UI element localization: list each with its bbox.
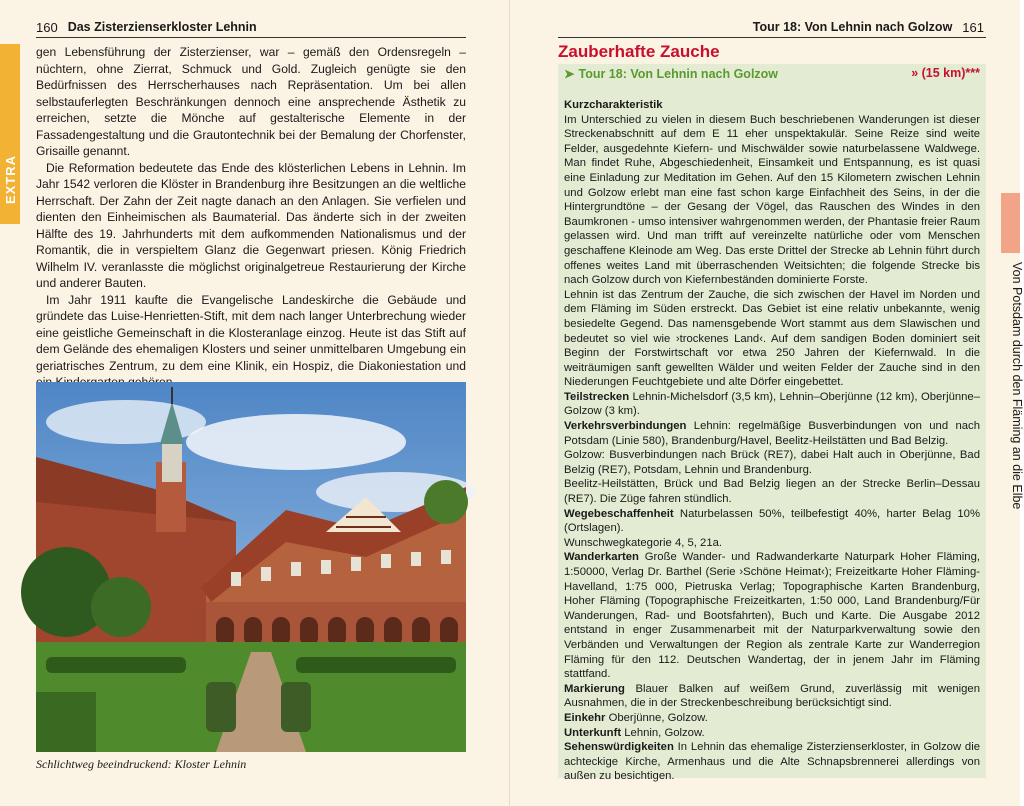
kurz-paragraph-2: Lehnin ist das Zentrum der Zauche, die sich zwischen der Havel im Norden und dem Fläming im Süden erstreckt. Das Gebiet ist eine relativ unbekannte, wenig besiedelte Gegend. Das namensgebende Wort stammt aus dem Slawischen und bedeutet so viel wie ›trockenes Land‹. Auf dem sandigen Boden dominiert seit Beginn der Forstwirtschaft vor etwa 250 Jahren der Kiefernwald. In die weiträumigen sanft gewellten Wälder und weiten Felder der Zauche sind in den Niederungen Feuchtgebiete und alte Dörfer eingebettet. — [564, 288, 980, 389]
mark-label: Markierung — [564, 682, 625, 695]
kloster-photo — [36, 382, 466, 752]
teil-text: Lehnin-Michelsdorf (3,5 km), Lehnin–Oberjünne (12 km), Oberjünne–Golzow (3 km). — [564, 390, 980, 418]
verkehr — [564, 419, 980, 448]
sehens — [564, 740, 980, 784]
tour-info-box — [558, 64, 986, 783]
left-page-number: 160 — [36, 20, 58, 35]
tour-distance: » (15 km)*** — [911, 66, 980, 80]
left-paragraph: Die Reformation bedeutete das Ende des klösterlichen Lebens in Lehnin. Im Jahr 1542 verloren die Klöster in Brandenburg ihre Besitzungen an die weltliche Herrschaft. Der Zahn der Zeit nagte danach an den Anlagen. Sie verfielen und dienten den Einheimischen als Baumaterial. Das änderte sich in der zweiten Hälfte des 19. Jahrhunderts mit dem aufkommenden Nationalismus und der Romantik, die in verspieltem Glanz die Gegenwart priesen. König Friedrich Wilhelm IV. veranlasste die möglichst originalgetreue Restaurierung der Kirche und anderer Bauten. — [36, 160, 466, 290]
tour-label: Tour 18: Von Lehnin nach Golzow — [578, 67, 779, 81]
kloster-illustration — [36, 382, 466, 752]
unterkunft — [564, 726, 980, 741]
verk-label: Verkehrsverbindungen — [564, 420, 687, 433]
tour-box-text — [558, 86, 986, 784]
sehens-label: Sehenswürdigkeiten — [564, 741, 674, 754]
extra-label: EXTRA — [3, 154, 18, 204]
unter-text: Lehnin, Golzow. — [621, 726, 705, 739]
left-head-rule — [36, 37, 466, 38]
right-head-title: Tour 18: Von Lehnin nach Golzow — [752, 20, 953, 34]
photo-caption: Schlichtweg beeindruckend: Kloster Lehnin — [36, 757, 247, 771]
karten-text: Große Wander- und Radwanderkarte Naturpark Hoher Fläming, 1:50000, Verlag Dr. Barthel (Serie ›Schöne Heimat‹); Freizeitkarte Hoher Fläming-Havelland, 1:75 000, Pietruska Verlag; Topographische Karten Brandenburg, Hoher Fläming (Topographische Freizeitkarten, 1:50 000, Land Brandenburg/Für Wanderungen, Rad- und Bootsfahrten), Buch und Karte. Die Ausgabe 2012 entstand in enger Zusammenarbeit mit der Naturparkverwaltung sowie den Verbänden und Verwaltungen der Region als zentrale Karte zur Wanderregion Fläming für den 112. Deutschen Wandertag, der in jenem Jahr im Fläming stattfand. — [564, 551, 980, 681]
verk-text-3: Beelitz-Heilstätten, Brück und Bad Belzig liegen an der Strecke Berlin–Dessau (RE7). Die Züge fahren stündlich. — [564, 478, 980, 506]
wege-text: Naturbelassen 50%, teilbefestigt 40%, harter Belag 10% (Ortslagen). — [564, 507, 980, 535]
section-title: Zauberhafte Zauche — [558, 42, 720, 61]
verk-text-1: Lehnin: regelmäßige Busverbindungen von und nach Potsdam (Linie 580), Brandenburg/Havel, Beelitz-Heilstätten und Bad Belzig. — [564, 420, 980, 447]
tour-header-left — [564, 66, 778, 86]
einkehr-label: Einkehr — [564, 711, 606, 724]
tour-header — [558, 64, 986, 86]
extra-tab — [0, 44, 20, 224]
side-chapter-label: Von Potsdam durch den Fläming an die Elbe — [1010, 262, 1024, 510]
left-paragraph: gen Lebensführung der Zisterzienser, war – gemäß den Ordensregeln – nüchtern, ohne Zierrat, Schmuck und Gold. Zugleich genügte sie den Bedürfnissen des Herrscherhauses nach Repräsentation. Um bei allen selbstauferlegten Beschränkungen dennoch eine ansprechende Ästhetik zu erreichen, setzte die Mönche auf gestalterische Elemente in der Fassadengestaltung und die Grautontechnik bei der Bemalung der Chorfenster, Grisaille genannt. — [36, 45, 466, 158]
left-paragraph: Im Jahr 1911 kaufte die Evangelische Landeskirche die Gebäude und gründete das Luise-Henrietten-Stift, mit dem nach langer Unterbrechung wieder eine geistliche Gemeinschaft in die Klosteranlage einzog. Heute ist das Stift auf dem Gelände des ehemaligen Klosters und seiner unmittelbaren Umgebung ein geriatrisches Zentrum, zu dem eine Klinik, ein Hospiz, die Diakoniestation und — [36, 292, 466, 373]
left-head-title: Das Zisterzienserkloster Lehnin — [67, 20, 257, 34]
sehens-text: In Lehnin das ehemalige Zisterzienserkloster, in Golzow die achteckige Kirche, Armenhaus und die Alte Schnapsbrennerei allerdings von außen zu besichtigen. — [564, 741, 980, 783]
left-page — [0, 0, 510, 806]
verk-text-2: Golzow: Busverbindungen nach Brück (RE7), dabei Halt auch in Oberjünne, Bad Belzig (RE7), Potsdam, Lehnin und Brandenburg. — [564, 449, 980, 476]
mark-text: Blauer Balken auf weißem Grund, zuverlässig mit wenigen Ausnahmen, die in der Streckenbeschreibung berücksichtigt sind. — [564, 682, 980, 710]
wege-label: Wegebeschaffenheit — [564, 507, 674, 520]
markierung — [564, 682, 980, 711]
wunsch: Wunschwegkategorie 4, 5, 21a. — [564, 536, 723, 549]
teilstrecken — [564, 390, 980, 419]
side-color-tab — [1001, 193, 1020, 253]
kurz-heading: Kurzcharakteristik — [564, 99, 663, 111]
right-page-number: 161 — [962, 20, 984, 35]
unter-label: Unterkunft — [564, 726, 622, 739]
right-head-rule — [558, 37, 986, 38]
teil-label: Teilstrecken — [564, 390, 630, 403]
einkehr-text: Oberjünne, Golzow. — [605, 711, 708, 724]
einkehr — [564, 711, 980, 726]
wege — [564, 507, 980, 536]
karten — [564, 550, 980, 681]
left-running-head — [36, 20, 257, 35]
karten-label: Wanderkarten — [564, 551, 639, 564]
right-running-head — [753, 20, 984, 35]
kurz-paragraph-1: Im Unterschied zu vielen in diesem Buch beschriebenen Wanderungen ist dieser Streckenabschnitt auf dem E 11 eher unspektakulär. Seine Reize sind weite Felder, ausgedehnte Kiefern- und Mischwälder sowie naturbelassene Waldwege. Man findet Ruhe, Abgeschiedenheit, Einsamkeit und Entspannung, es ist quasi eine Einladung zur Meditation im Gehen. Auf den 15 Kilometern zwischen Lehnin und Golzow erlebt man eine fast schon karge Einfachheit des Seins, in der die Hintergrundtöne – der Gesang der Vögel, das Rauschen des Windes in den Baumkronen - umso intensiver wahrgenommen werden, der Phantasie freier Raum gelassen wird. Und man trifft auf vereinzelte natürliche oder vom Menschen geschaffene Kleinode am Weg. Das erste Drittel der Strecke ab Lehnin führt durch offenes weites Land mit überraschenden Weitsichten; die folgende Strecke bis nach Golzow durch von Kiefernbeständen dominierte Forste. — [564, 113, 980, 287]
left-body-text — [36, 44, 466, 424]
arrow-circle-icon: ➤ — [564, 67, 575, 81]
